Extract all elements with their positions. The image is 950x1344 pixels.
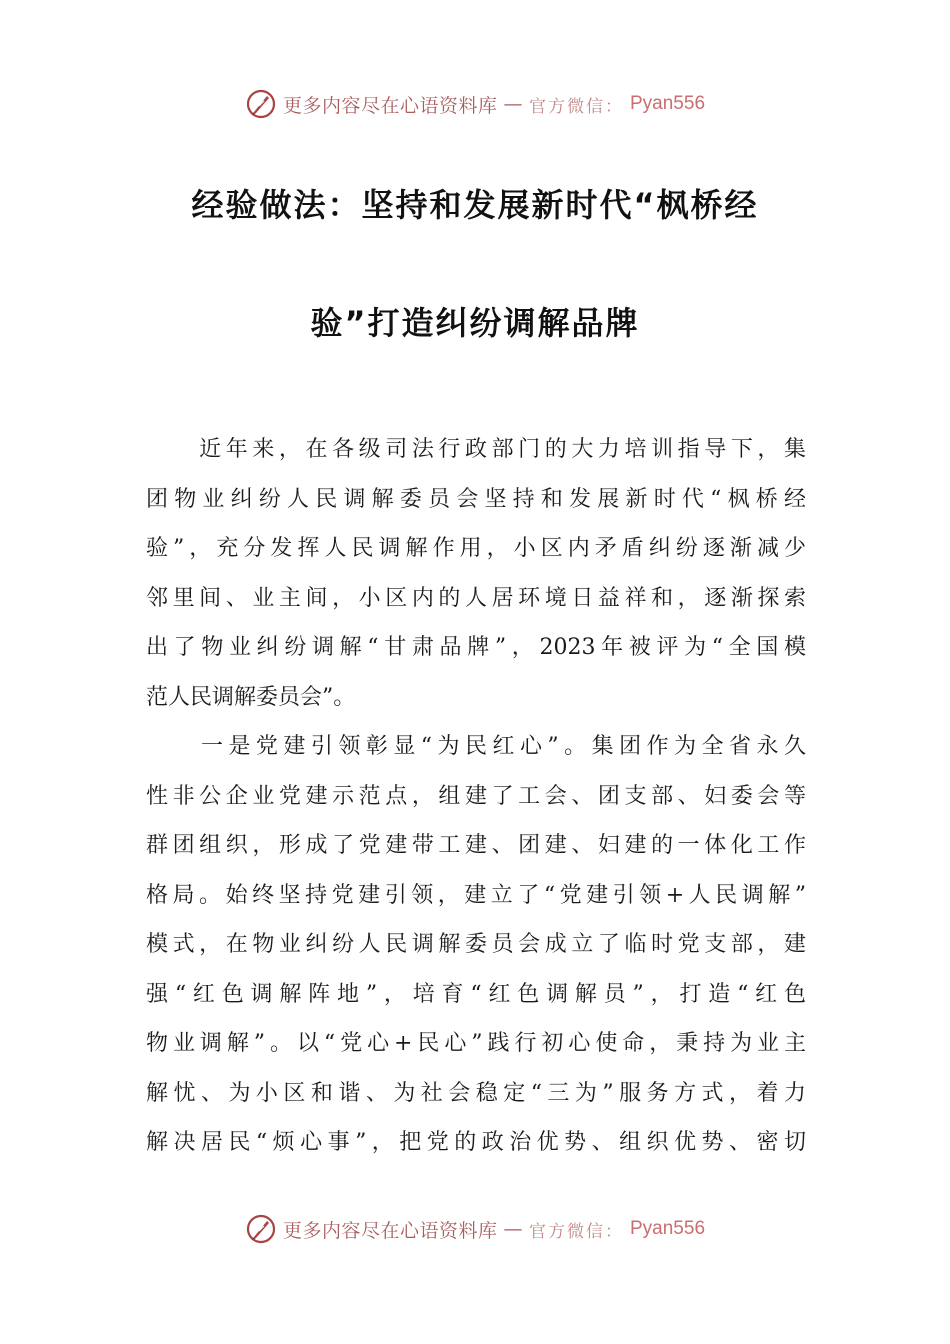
document-body <box>146 425 806 1168</box>
body-line: 群团组织，形成了党建带工建、团建、妇建的一体化工作 <box>146 833 806 858</box>
body-line: 模式，在物业纠纷人民调解委员会成立了临时党支部，建 <box>146 932 806 957</box>
body-line: 近年来，在各级司法行政部门的大力培训指导下，集 <box>146 437 806 462</box>
footer-banner <box>0 1209 950 1249</box>
body-line: 解决居民“烦心事”，把党的政治优势、组织优势、密切 <box>146 1130 806 1155</box>
banner-text: 更多内容尽在心语资料库 <box>282 94 498 117</box>
document-title-line-2: 验”打造纠纷调解品牌 <box>310 304 640 342</box>
body-line: 范人民调解委员会”。 <box>146 684 356 710</box>
banner-wechat-label: 官方微信： <box>529 1221 624 1242</box>
document-title-line-1: 经验做法：坚持和发展新时代“枫桥经 <box>191 186 759 224</box>
body-line: 性非公企业党建示范点，组建了工会、团支部、妇委会等 <box>146 783 806 809</box>
body-line: 出了物业纠纷调解“甘肃品牌”，2023年被评为“全国模 <box>146 635 806 660</box>
banner-text: 更多内容尽在心语资料库 <box>282 1219 498 1242</box>
quill-pen-logo-icon <box>245 88 277 120</box>
body-line: 邻里间、业主间，小区内的人居环境日益祥和，逐渐探索 <box>146 585 806 611</box>
body-line: 一是党建引领彰显“为民红心”。集团作为全省永久 <box>146 734 806 759</box>
header-banner <box>0 84 950 124</box>
quill-pen-logo-icon <box>245 1213 277 1245</box>
banner-wechat-label: 官方微信： <box>529 96 624 117</box>
body-line: 解忧、为小区和谐、为社会稳定“三为”服务方式，着力 <box>146 1080 806 1106</box>
body-line: 格局。始终坚持党建引领，建立了“党建引领+人民调解” <box>146 882 806 908</box>
banner-dash: — <box>503 93 523 115</box>
banner-wechat-handle: Pyan556 <box>630 93 706 114</box>
body-line: 验”，充分发挥人民调解作用，小区内矛盾纠纷逐渐减少 <box>146 536 806 561</box>
banner-dash: — <box>503 1218 523 1240</box>
body-line: 物业调解”。以“党心+民心”践行初心使命，秉持为业主 <box>146 1031 806 1056</box>
body-line: 团物业纠纷人民调解委员会坚持和发展新时代“枫桥经 <box>146 486 806 512</box>
banner-wechat-handle: Pyan556 <box>630 1218 706 1239</box>
body-line: 强“红色调解阵地”，培育“红色调解员”，打造“红色 <box>146 981 806 1007</box>
